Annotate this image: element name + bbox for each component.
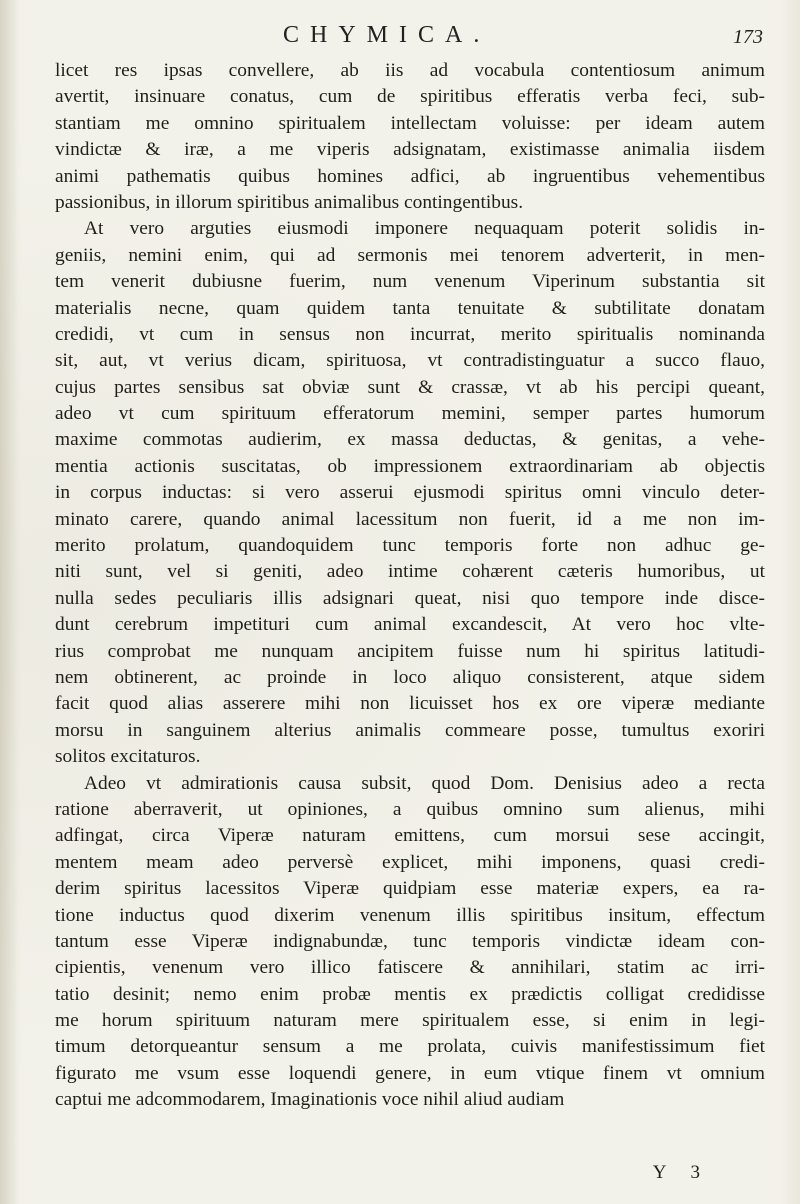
text-line: timum detorqueantur sensum a me prolata, cuivis manifestissimum fiet [55, 1036, 765, 1058]
text-line: licet res ipsas convellere, ab iis ad vocabula contentiosum animum [55, 60, 765, 81]
text-line: passionibus, in illorum spiritibus animalibus contingentibus. [55, 191, 524, 213]
text-line: minato carere, quando animal lacessitum non fuerit, id a me non im- [55, 508, 765, 530]
text-line: ratione aberraverit, ut opiniones, a quibus omnino sum alienus, mihi [55, 798, 765, 820]
text-line: credidi, vt cum in sensus non incurrat, merito spiritualis nominanda [55, 323, 765, 345]
text-line: cujus partes sensibus sat obviæ sunt & crassæ, vt ab his percipi queant, [55, 376, 765, 398]
text-line: maxime commotas audierim, ex massa deductas, & genitas, a vehe- [55, 429, 765, 451]
text-line: avertit, insinuare conatus, cum de spiritibus efferatis verba feci, sub- [55, 86, 765, 108]
text-line: vindictæ & iræ, a me viperis adsignatam, existimasse animalia iisdem [55, 139, 765, 161]
text-line: derim spiritus lacessitos Viperæ quidpiam esse materiæ expers, ea ra- [55, 878, 765, 900]
text-line: captui me adcommodarem, Imaginationis voce nihil aliud audiam [55, 1089, 565, 1111]
running-title: CHYMICA. [283, 22, 491, 48]
text-line: cipientis, venenum vero illico fatiscere & annihilari, statim ac irri- [55, 957, 765, 979]
text-line: animi pathematis quibus homines adfici, ab ingruentibus vehementibus [55, 165, 765, 187]
text-line: dunt cerebrum impetituri cum animal excandescit, At vero hoc vlte- [55, 614, 765, 636]
signature-mark: Y 3 [652, 1162, 710, 1183]
text-line: tantum esse Viperæ indignabundæ, tunc temporis vindictæ ideam con- [55, 930, 765, 952]
text-line: facit quod alias asserere mihi non licuisset hos ex ore viperæ mediante [55, 693, 765, 715]
page-gutter-shadow [0, 0, 18, 1204]
paragraph-start-line: Adeo vt admirationis causa subsit, quod Dom. Denisius adeo a recta [84, 772, 765, 794]
text-line: geniis, nemini enim, qui ad sermonis mei tenorem adverterit, in men- [55, 244, 765, 266]
text-line: sit, aut, vt verius dicam, spirituosa, vt contradistinguatur a succo flauo, [55, 350, 765, 372]
text-line: adeo vt cum spirituum efferatorum memini, semper partes humorum [55, 403, 765, 425]
paragraph-start-line: At vero arguties eiusmodi imponere nequaquam poterit solidis in- [84, 218, 765, 240]
text-line: materialis necne, quam quidem tanta tenuitate & subtilitate donatam [55, 297, 765, 319]
running-head [0, 22, 800, 54]
text-line: mentem meam adeo perversè explicet, mihi imponens, quasi credi- [55, 851, 765, 873]
text-line: adfingat, circa Viperæ naturam emittens, cum morsui sese accingit, [55, 825, 765, 847]
text-line: solitos excitaturos. [55, 746, 201, 768]
text-line: nulla sedes peculiaris illis adsignari queat, nisi quo tempore inde disce- [55, 587, 765, 609]
text-line: niti sunt, vel si geniti, adeo intime cohærent cæteris humoribus, ut [55, 561, 765, 583]
text-line: stantiam me omnino spiritualem intellectam voluisse: per ideam autem [55, 112, 765, 134]
text-line: mentia actionis suscitatas, ob impressionem extraordinariam ab objectis [55, 455, 765, 477]
text-line: nem obtinerent, ac proinde in loco aliquo consisterent, atque sidem [55, 666, 765, 688]
text-line: in corpus inductas: si vero asserui ejusmodi spiritus omni vinculo deter- [55, 482, 765, 504]
text-line: merito prolatum, quandoquidem tunc temporis forte non adhuc ge- [55, 535, 765, 557]
text-line: morsu in sanguinem alterius animalis commeare posse, tumultus exoriri [55, 719, 765, 741]
text-line: tione inductus quod dixerim venenum illis spiritibus insitum, effectum [55, 904, 765, 926]
text-line: figurato me vsum esse loquendi genere, in eum vtique finem vt omnium [55, 1062, 765, 1084]
text-line: me horum spirituum naturam mere spiritualem esse, si enim in legi- [55, 1010, 765, 1032]
text-line: tem venerit dubiusne fuerim, num venenum Viperinum substantia sit [55, 271, 765, 293]
body-text [55, 58, 765, 1114]
page-number: 173 [733, 26, 763, 48]
text-line: rius comprobat me nunquam ancipitem fuisse num hi spiritus latitudi- [55, 640, 765, 662]
text-line: tatio desinit; nemo enim probæ mentis ex prædictis colligat credidisse [55, 983, 765, 1005]
